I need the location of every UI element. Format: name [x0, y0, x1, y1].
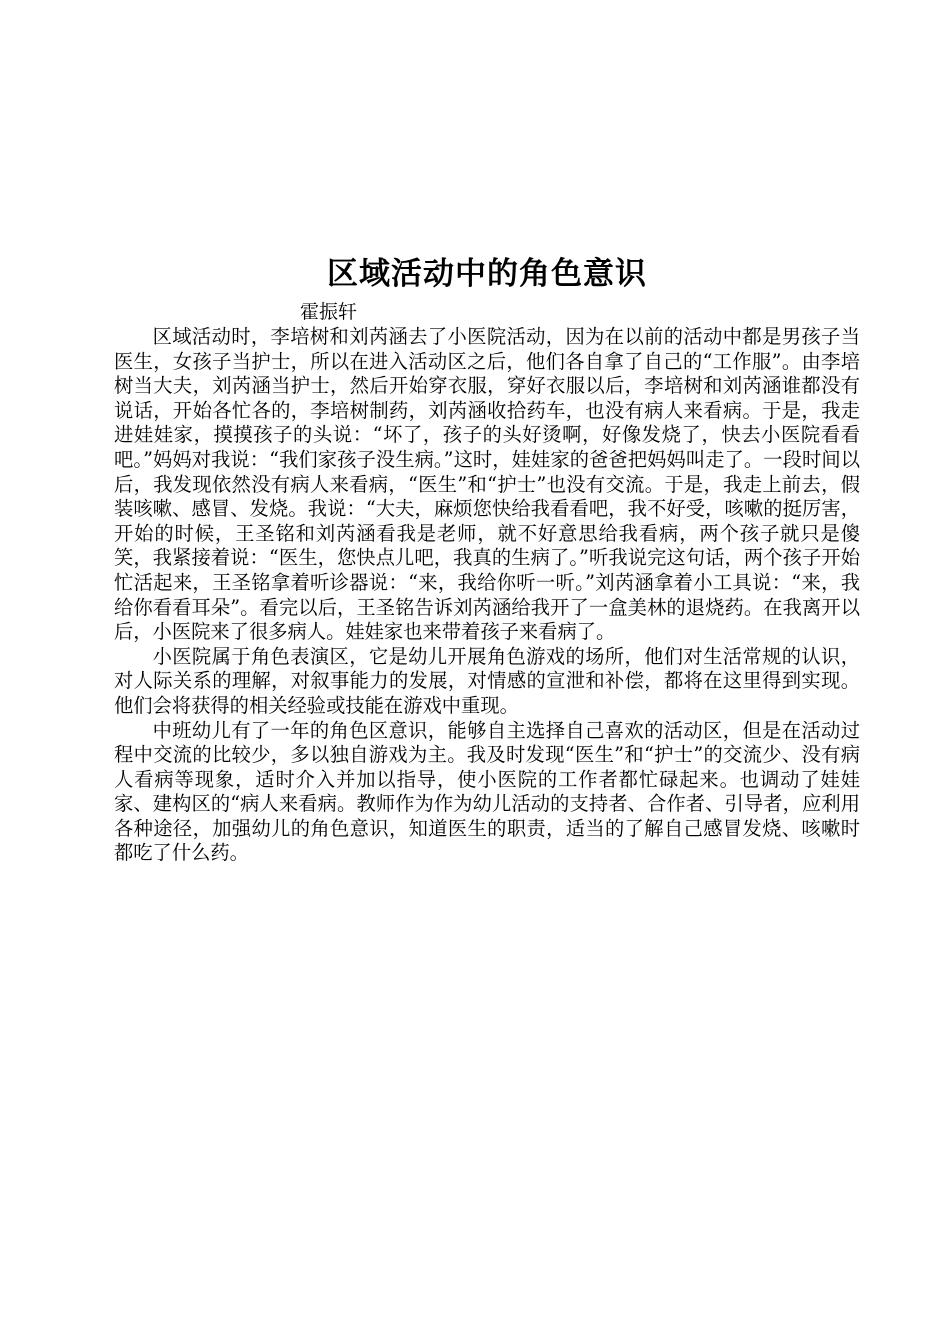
- document-body: [114, 248, 860, 866]
- document-title: 区域活动中的角色意识: [327, 256, 647, 292]
- paragraph-3: 中班幼儿有了一年的角色区意识，能够自主选择自己喜欢的活动区，但是在活动过程中交流的比较少，多以独自游戏为主。我及时发现“医生”和“护士”的交流少、没有病人看病等现象，适时介入并加以指导，使小医院的工作者都忙碌起来。也调动了娃娃家、建构区的“病人来看病。教师作为作为幼儿活动的支持者、合作者、引导者，应利用各种途径，加强幼儿的角色意识，知道医生的职责，适当的了解自己感冒发烧、咳嗽时都吃了什么药。: [114, 718, 860, 865]
- paragraph-2: 小医院属于角色表演区，它是幼儿开展角色游戏的场所，他们对生活常规的认识，对人际关系的理解，对叙事能力的发展，对情感的宣泄和补偿，都将在这里得到实现。他们会将获得的相关经验或技能在游戏中重现。: [114, 644, 860, 717]
- author-name: 霍振轩: [300, 301, 358, 323]
- paragraph-1: 区域活动时，李培树和刘芮涵去了小医院活动，因为在以前的活动中都是男孩子当医生，女孩子当护士，所以在进入活动区之后，他们各自拿了自己的“工作服”。由李培树当大夫，刘芮涵当护士，然后开始穿衣服，穿好衣服以后，李培树和刘芮涵谁都没有说话，开始各忙各的，李培树制药，刘芮涵收拾药车，也没有病人来看病。于是，我走进娃娃家，摸摸孩子的头说：“坏了，孩子的头好烫啊，好像发烧了，快去小医院看看吧。”妈妈对我说：“我们家孩子没生病。”这时，娃娃家的爸爸把妈妈叫走了。一段时间以后，我发现依然没有病人来看病，“医生”和“护士”也没有交流。于是，我走上前去，假装咳嗽、感冒、发烧。我说：“大夫，麻烦您快给我看看吧，我不好受，咳嗽的挺厉害，开始的时候，王圣铭和刘芮涵看我是老师，就不好意思给我看病，两个孩子就只是傻笑，我紧接着说：“医生，您快点儿吧，我真的生病了。”听我说完这句话，两个孩子开始忙活起来，王圣铭拿着听诊器说：“来，我给你听一听。”刘芮涵拿着小工具说：“来，我给你看看耳朵”。看完以后，王圣铭告诉刘芮涵给我开了一盒美林的退烧药。在我离开以后，小医院来了很多病人。娃娃家也来带着孩子来看病了。: [114, 325, 860, 644]
